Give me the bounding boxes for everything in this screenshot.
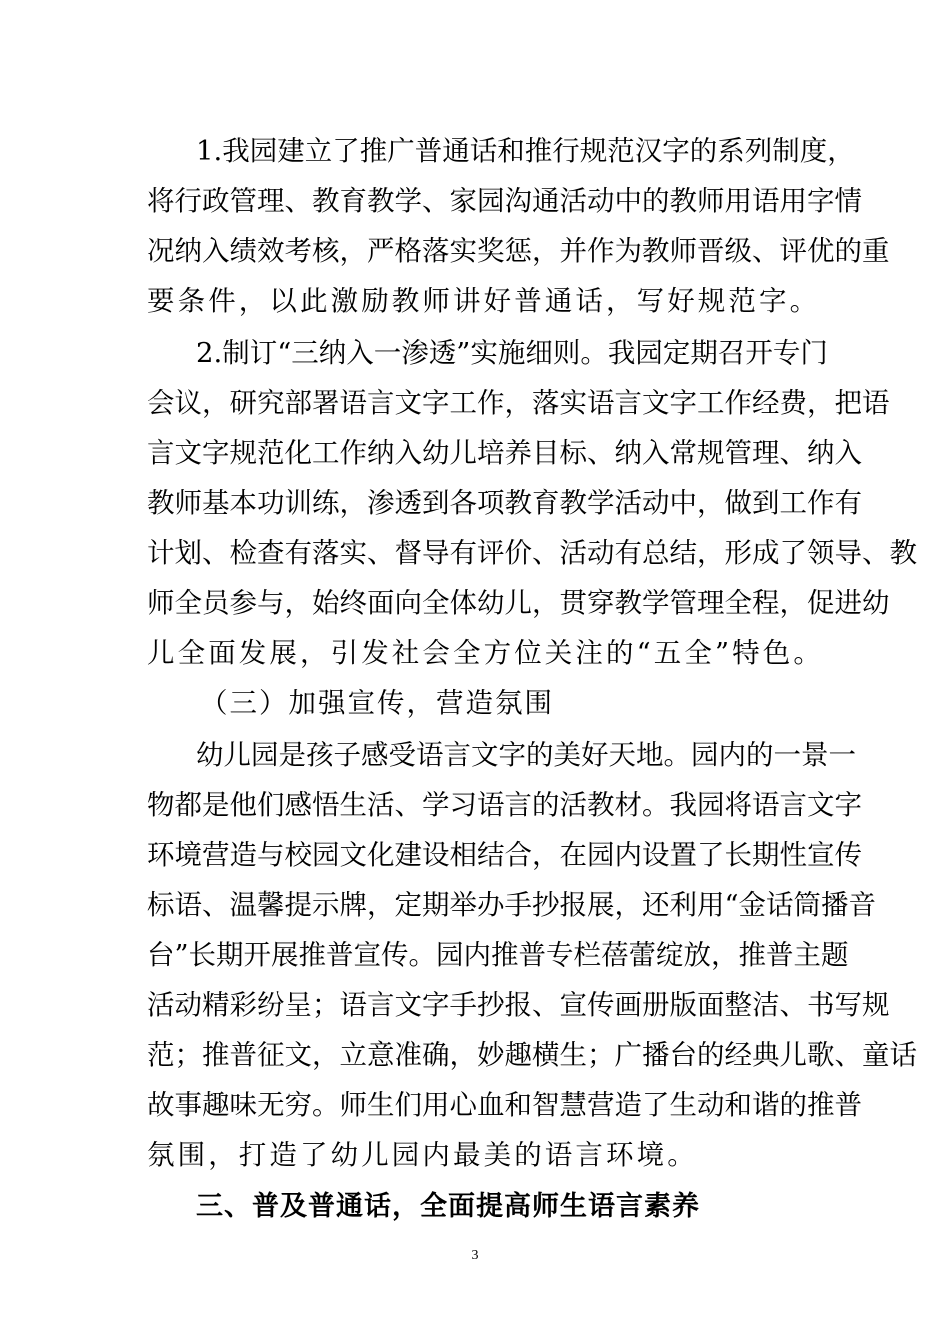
subheading-3: （三）加强宣传，营造氛围 [200, 687, 554, 719]
paragraph-2-line-5: 计划、检查有落实、督导有评价、活动有总结，形成了领导、教 [147, 537, 917, 569]
paragraph-3-line-6: 活动精彩纷呈；语言文字手抄报、宣传画册版面整洁、书写规 [147, 989, 890, 1021]
paragraph-2-line-7: 儿全面发展，引发社会全方位关注的“五全”特色。 [147, 637, 824, 669]
paragraph-3-line-9: 氛围，打造了幼儿园内最美的语言环境。 [147, 1139, 698, 1171]
paragraph-2-line-1: 2.制订“三纳入一渗透”实施细则。我园定期召开专门 [196, 337, 828, 369]
paragraph-3-line-4: 标语、温馨提示牌，定期举办手抄报展，还利用“金话筒播音 [147, 889, 877, 921]
paragraph-3-line-1: 幼儿园是孩子感受语言文字的美好天地。园内的一景一 [196, 739, 856, 771]
paragraph-1-line-3: 况纳入绩效考核，严格落实奖惩，并作为教师晋级、评优的重 [147, 235, 890, 267]
paragraph-1-line-4: 要条件，以此激励教师讲好普通话，写好规范字。 [147, 285, 821, 317]
section-heading: 三、普及普通话，全面提高师生语言素养 [196, 1191, 700, 1222]
paragraph-3-line-2: 物都是他们感悟生活、学习语言的活教材。我园将语言文字 [147, 789, 862, 821]
paragraph-3-line-7: 范；推普征文，立意准确，妙趣横生；广播台的经典儿歌、童话 [147, 1039, 917, 1071]
paragraph-1-line-2: 将行政管理、教育教学、家园沟通活动中的教师用语用字情 [147, 185, 862, 217]
paragraph-1-line-1: 1.我园建立了推广普通话和推行规范汉字的系列制度， [196, 135, 855, 167]
paragraph-2-line-2: 会议，研究部署语言文字工作，落实语言文字工作经费，把语 [147, 387, 890, 419]
paragraph-3-line-3: 环境营造与校园文化建设相结合，在园内设置了长期性宣传 [147, 839, 862, 871]
paragraph-3-line-8: 故事趣味无穷。师生们用心血和智慧营造了生动和谐的推普 [147, 1089, 862, 1121]
paragraph-2-line-4: 教师基本功训练，渗透到各项教育教学活动中，做到工作有 [147, 487, 862, 519]
paragraph-2-line-3: 言文字规范化工作纳入幼儿培养目标、纳入常规管理、纳入 [147, 437, 862, 469]
paragraph-2-line-6: 师全员参与，始终面向全体幼儿，贯穿教学管理全程，促进幼 [147, 587, 890, 619]
paragraph-3-line-5: 台”长期开展推普宣传。园内推普专栏蓓蕾绽放，推普主题 [147, 939, 849, 971]
page-number: 3 [471, 1248, 479, 1263]
